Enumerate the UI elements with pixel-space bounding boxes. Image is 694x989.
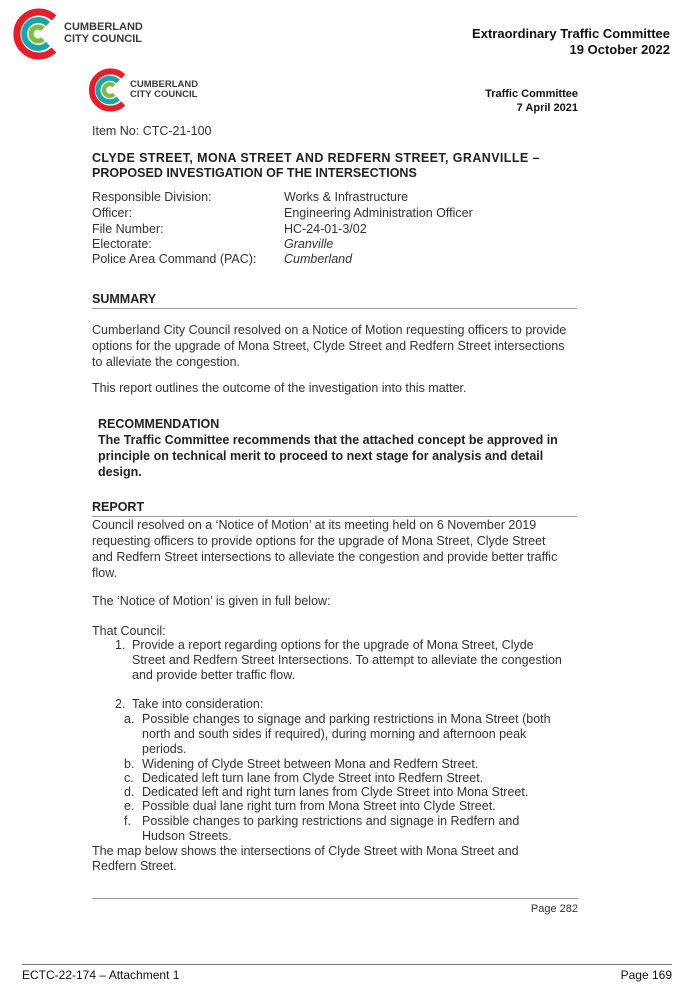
sublist-item [142,814,519,844]
sublist-line: Possible changes to parking restrictions and signage in Redfern and [142,814,520,828]
list-item [132,638,562,683]
notice-intro: The ‘Notice of Motion’ is given in full below: [92,594,331,608]
sublist-letter: c. [124,771,134,785]
sublist-line: Widening of Clyde Street between Mona and Redfern Street. [142,757,479,771]
map-intro-line: The map below shows the intersections of Clyde Street with Mona Street and [92,844,519,858]
footer-divider [22,964,672,965]
outer-date: 19 October 2022 [569,42,670,57]
list-item-line: and provide better traffic flow. [132,668,296,682]
recommendation-line: The Traffic Committee recommends that the attached concept be approved in [98,433,558,447]
meta-value: Granville [284,237,334,251]
list-number: 2. [115,697,126,711]
outer-header [472,26,670,58]
footer-attachment: ECTC-22-174 – Attachment 1 [22,968,180,982]
title-line2: PROPOSED INVESTIGATION OF THE INTERSECTIONS [92,166,417,180]
meta-value: Cumberland [284,252,353,266]
meta-label: File Number: [92,222,164,236]
report-title [92,151,540,181]
sublist-item [142,757,478,772]
outer-logo-line2: CITY COUNCIL [64,32,143,45]
meta-value: HC-24-01-3/02 [284,222,367,236]
sublist-line: periods. [142,742,187,756]
sublist-line: Possible changes to signage and parking restrictions in Mona Street (both [142,712,551,726]
recommendation-text [98,432,558,480]
map-intro [92,844,519,874]
sublist-letter: f. [124,814,131,828]
inner-committee: Traffic Committee [485,88,578,100]
inner-header [380,87,578,115]
inner-logo [86,68,236,114]
recommendation-line: design. [98,465,142,479]
report-paragraph [92,517,557,581]
inner-logo-line1: CUMBERLAND [130,79,199,90]
report-line: flow. [92,566,118,580]
list-item-line: Provide a report regarding options for the upgrade of Mona Street, Clyde [132,638,534,652]
summary-line: to alleviate the congestion. [92,355,241,369]
report-heading: REPORT [92,500,577,517]
report-line: requesting officers to provide options for the upgrade of Mona Street, Clyde Street [92,534,546,548]
summary-line: Cumberland City Council resolved on a Notice of Motion requesting officers to provide [92,323,567,337]
footer-page: Page 169 [620,968,672,982]
meta-value: Engineering Administration Officer [284,206,473,220]
item-number: Item No: CTC-21-100 [92,124,212,138]
inner-page-divider [92,898,578,899]
outer-logo-line1: CUMBERLAND [64,21,143,33]
outer-logo [10,8,170,58]
sublist-item [142,785,528,800]
sublist-letter: e. [124,799,135,813]
summary-heading: SUMMARY [92,292,577,309]
list-item-line: Street and Redfern Street Intersections. To attempt to alleviate the congestion [132,653,562,667]
sublist-line: Possible dual lane right turn from Mona Street into Clyde Street. [142,799,496,813]
list-item: Take into consideration: [132,697,264,711]
recommendation-line: principle on technical merit to proceed to next stage for analysis and detail [98,449,544,463]
outer-committee: Extraordinary Traffic Committee [472,26,670,41]
report-line: and Redfern Street intersections to alleviate the congestion and provide better traffic [92,550,558,564]
summary-line: options for the upgrade of Mona Street, Clyde Street and Redfern Street intersections [92,339,565,353]
cumberland-logo-icon [86,68,130,112]
sublist-line: Hudson Streets. [142,829,232,843]
meta-label: Responsible Division: [92,190,212,204]
sublist-letter: a. [124,712,135,726]
list-number: 1. [115,638,126,652]
sublist-line: north and south sides if required), during morning and afternoon peak [142,727,527,741]
inner-page-number: Page 282 [530,903,578,915]
sublist-letter: b. [124,757,135,771]
sublist-item [142,712,551,757]
sublist-letter: d. [124,785,135,799]
map-intro-line: Redfern Street. [92,859,177,873]
recommendation-heading: RECOMMENDATION [98,417,220,431]
meta-label: Officer: [92,206,133,220]
meta-label: Police Area Command (PAC): [92,252,257,266]
meta-label: Electorate: [92,237,152,251]
sublist-item [142,799,496,814]
title-line1: CLYDE STREET, MONA STREET AND REDFERN STREET, GRANVILLE – [92,151,540,165]
summary-outcome: This report outlines the outcome of the investigation into this matter. [92,381,467,395]
cumberland-logo-icon [10,8,62,60]
meta-value: Works & Infrastructure [284,190,409,204]
sublist-line: Dedicated left turn lane from Clyde Street into Redfern Street. [142,771,484,785]
summary-paragraph [92,322,566,370]
report-line: Council resolved on a ‘Notice of Motion’ at its meeting held on 6 November 2019 [92,518,537,532]
that-council: That Council: [92,624,166,638]
sublist-item [142,771,483,786]
inner-logo-line2: CITY COUNCIL [130,88,198,100]
sublist-line: Dedicated left and right turn lanes from Clyde Street into Mona Street. [142,785,529,799]
inner-date: 7 April 2021 [516,102,578,114]
